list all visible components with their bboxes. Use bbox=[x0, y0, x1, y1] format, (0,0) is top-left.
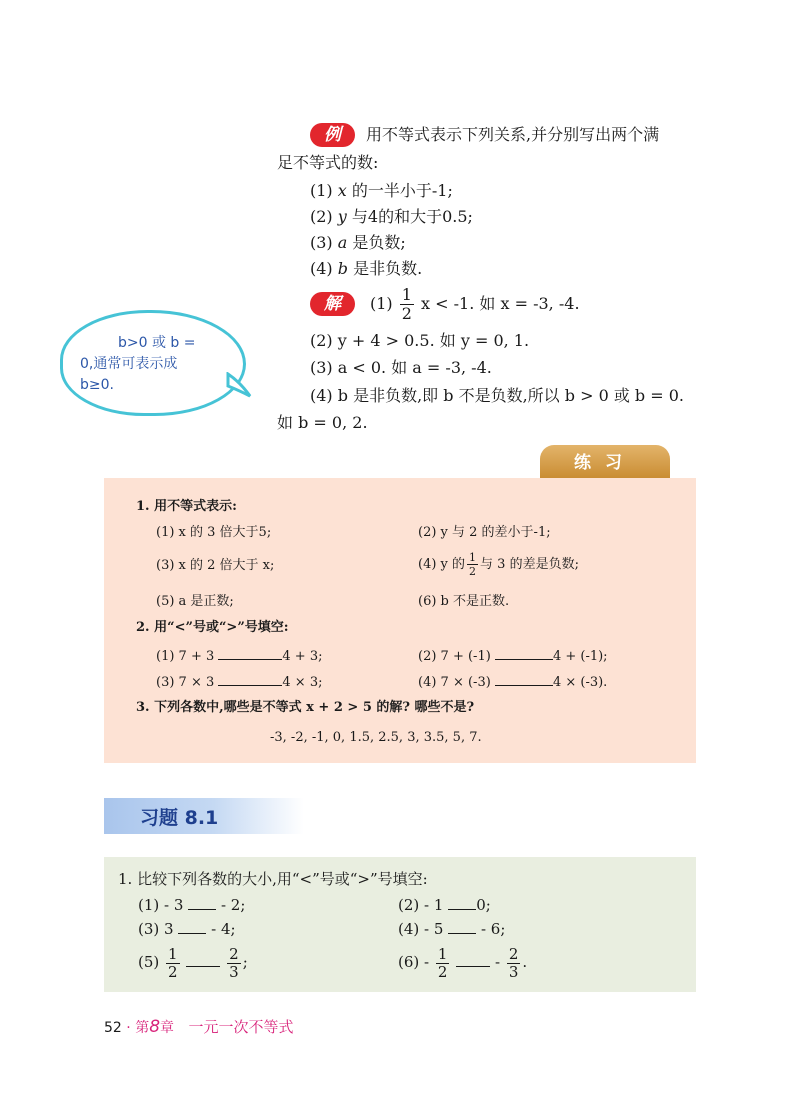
example-item-2: (2) y 与4的和大于0.5; bbox=[310, 207, 473, 226]
answer-blank[interactable] bbox=[495, 673, 553, 686]
example-item-4: (4) b 是非负数. bbox=[310, 259, 423, 278]
exercise-item-2: (2) - 1 0; bbox=[398, 896, 491, 914]
exercise-item-4: (4) - 5 - 6; bbox=[398, 920, 506, 938]
example-item-1: (1) x 的一半小于-1; bbox=[310, 181, 453, 200]
practice-q2-title: 2. 用“<”号或“>”号填空: bbox=[136, 620, 289, 635]
exercise-item-3: (3) 3 - 4; bbox=[138, 920, 236, 938]
practice-q1-item-5: (5) a 是正数; bbox=[156, 594, 234, 609]
example-item-3: (3) a 是负数; bbox=[310, 233, 406, 252]
practice-q1-item-4: (4) y 的 $\frac{1}{2}$ 与 3 的差是负数; bbox=[418, 551, 579, 578]
example-intro-line1: 用不等式表示下列关系,并分别写出两个满 bbox=[366, 125, 660, 144]
solution-badge: 解 bbox=[310, 292, 355, 316]
answer-blank[interactable] bbox=[188, 897, 216, 910]
answer-blank[interactable] bbox=[448, 897, 476, 910]
chapter-number: 8 bbox=[149, 1017, 161, 1037]
answer-blank[interactable] bbox=[218, 647, 282, 660]
answer-blank[interactable] bbox=[448, 921, 476, 934]
answer-blank[interactable] bbox=[186, 954, 220, 967]
exercise-item-5: (5) $\frac{1}{2}$ $\frac{2}{3}$ ; bbox=[138, 944, 248, 981]
solution-line-1: (1) $\frac{1}{2}$ x < -1. 如 x = -3, -4. bbox=[370, 285, 580, 323]
page-footer bbox=[104, 1016, 293, 1037]
practice-q2-item-2: (2) 7 + (-1) 4 + (-1); bbox=[418, 649, 608, 664]
note-line-1: b>0 或 b = bbox=[118, 335, 196, 351]
example-intro-line2: 足不等式的数: bbox=[277, 153, 379, 172]
fraction-one-half-small: $\frac{1}{2}$ bbox=[469, 551, 477, 578]
practice-q2-item-1: (1) 7 + 3 4 + 3; bbox=[156, 649, 323, 664]
practice-q2-item-3: (3) 7 × 3 4 × 3; bbox=[156, 675, 323, 690]
fraction-one-half: $\frac{1}{2}$ bbox=[168, 944, 178, 981]
practice-q1-title: 1. 用不等式表示: bbox=[136, 499, 237, 514]
exercise-item-6: (6) - $\frac{1}{2}$ - $\frac{2}{3}$ . bbox=[398, 944, 528, 981]
practice-q2-item-4: (4) 7 × (-3) 4 × (-3). bbox=[418, 675, 608, 690]
answer-blank[interactable] bbox=[495, 647, 553, 660]
fraction-two-thirds: $\frac{2}{3}$ bbox=[229, 944, 239, 981]
practice-q3-numbers: -3, -2, -1, 0, 1.5, 2.5, 3, 3.5, 5, 7. bbox=[270, 730, 482, 745]
answer-blank[interactable] bbox=[178, 921, 206, 934]
exercise-title: 习题 8.1 bbox=[140, 807, 219, 829]
note-line-2: 0,通常可表示成 bbox=[80, 356, 178, 372]
fraction-two-thirds: $\frac{2}{3}$ bbox=[508, 944, 519, 981]
practice-q3-title: 3. 下列各数中,哪些是不等式 x + 2 > 5 的解? 哪些不是? bbox=[136, 700, 475, 715]
page-number: 52 bbox=[104, 1020, 122, 1036]
note-bubble-tail bbox=[226, 372, 252, 398]
practice-q1-item-3: (3) x 的 2 倍大于 x; bbox=[156, 558, 275, 573]
practice-q1-item-2: (2) y 与 2 的差小于-1; bbox=[418, 525, 551, 540]
chapter-name: 一元一次不等式 bbox=[188, 1018, 294, 1036]
practice-q1-item-1: (1) x 的 3 倍大于5; bbox=[156, 525, 272, 540]
practice-q1-item-6: (6) b 不是正数. bbox=[418, 594, 510, 609]
answer-blank[interactable] bbox=[218, 673, 282, 686]
answer-blank[interactable] bbox=[456, 954, 490, 967]
example-badge: 例 bbox=[310, 123, 355, 147]
solution-line-2: (2) y + 4 > 0.5. 如 y = 0, 1. bbox=[310, 331, 530, 350]
note-line-3: b≥0. bbox=[80, 377, 114, 393]
solution-line-3: (3) a < 0. 如 a = -3, -4. bbox=[310, 358, 492, 377]
fraction-one-half: $\frac{1}{2}$ bbox=[437, 944, 448, 981]
exercise-item-1: (1) - 3 - 2; bbox=[138, 896, 246, 914]
footer-dot: · bbox=[126, 1020, 131, 1036]
chapter-label-pre: 第 bbox=[135, 1020, 150, 1036]
practice-tab: 练习 bbox=[540, 445, 670, 481]
solution-line-5: 如 b = 0, 2. bbox=[277, 413, 368, 432]
solution-line-4: (4) b 是非负数,即 b 不是负数,所以 b > 0 或 b = 0. bbox=[310, 386, 685, 405]
fraction-one-half: $\frac{1}{2}$ bbox=[401, 285, 412, 323]
exercise-q1-title: 1. 比较下列各数的大小,用“<”号或“>”号填空: bbox=[118, 870, 428, 888]
chapter-label-post: 章 bbox=[160, 1020, 175, 1036]
